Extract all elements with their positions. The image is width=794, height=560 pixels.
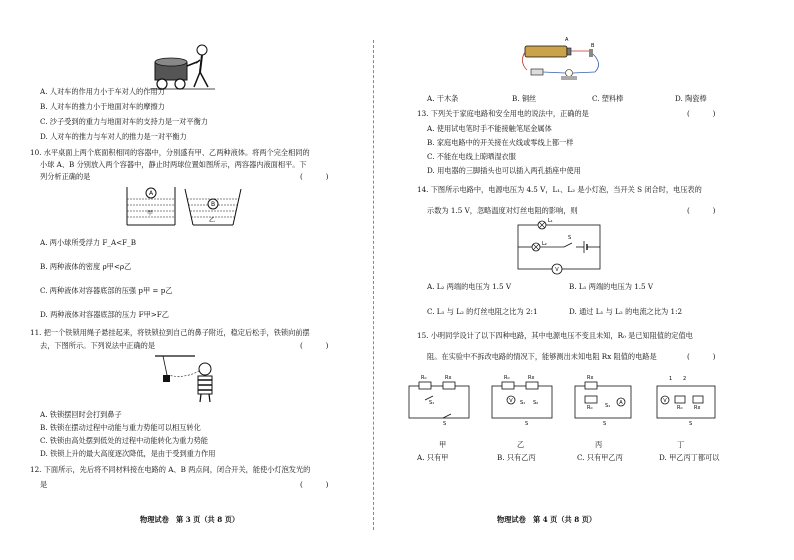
- q15-circuit-ding: [657, 376, 715, 427]
- q15-stem-line2: 阻。在实验中不拆改电路的情况下，能够测出未知电阻 Rx 阻值的电路是: [427, 352, 657, 361]
- q15-yi-rx: Rx: [528, 375, 535, 381]
- q9-option-d: D. 人对车的推力与车对人的推力是一对平衡力: [40, 132, 187, 141]
- q15-circuit-jia: [409, 375, 469, 427]
- q11-option-a: A. 铁锁摆回时会打到鼻子: [40, 410, 122, 419]
- q14-option-d: D. 通过 L₁ 与 L₂ 的电流之比为 1:2: [569, 307, 683, 316]
- q11-answer-blank: ( ): [300, 341, 329, 350]
- q15-circuits-figure: [407, 372, 737, 427]
- q15-jia-s1: S₁: [429, 400, 435, 406]
- q15-answer-blank: ( ): [687, 352, 716, 361]
- q15-bing-s1: S₁: [605, 403, 611, 409]
- q9-option-b: B. 人对车的推力小于地面对车的摩擦力: [40, 102, 165, 111]
- q9-option-a: A. 人对车的作用力小于车对人的作用力: [40, 87, 165, 96]
- q12-option-b: B. 铜丝: [512, 94, 537, 103]
- q11-option-b: B. 铁锁在摆动过程中动能与重力势能可以相互转化: [40, 423, 201, 432]
- right-page: [397, 0, 787, 560]
- q12-option-c: C. 塑料棒: [592, 94, 624, 103]
- q11-stem-line2: 去，下图所示。下列说法中正确的是: [40, 341, 156, 350]
- q10-answer-blank: ( ): [300, 172, 329, 181]
- q9-option-c: C. 沙子受到的重力与地面对车的支持力是一对平衡力: [40, 117, 208, 126]
- q14-stem-line1: 14. 下图所示电路中，电源电压为 4.5 V，L₁、L₂ 是小灯泡，当开关 S 闭合时，电压表的: [417, 185, 702, 194]
- q12-terminal-b: B: [591, 43, 595, 49]
- q14-l2-label: L₂: [542, 241, 547, 247]
- q15-yi-r0: R₀: [504, 375, 510, 381]
- q12-stem-line2: 是: [40, 480, 48, 489]
- q11-option-c: C. 铁锁由高处摆到低处的过程中动能转化为重力势能: [40, 436, 208, 445]
- q14-option-a: A. L₂ 两端的电压为 1.5 V: [427, 282, 512, 291]
- q14-stem-line2: 示数为 1.5 V，忽略温度对灯丝电阻的影响，则: [427, 206, 578, 215]
- q12-answer-blank: ( ): [300, 480, 329, 489]
- q10-containers-figure: [125, 185, 250, 230]
- q10-stem-line1: 10. 水平桌面上两个底面积相同的容器中，分别盛有甲、乙两种液体。将两个完全相同的: [30, 148, 310, 157]
- q14-option-b: B. L₁ 两端的电压为 1.5 V: [569, 282, 654, 291]
- cart-push-illustration: [150, 42, 220, 92]
- q14-answer-blank: ( ): [687, 206, 716, 215]
- q15-label-jia: 甲: [439, 440, 447, 449]
- q12-option-d: D. 陶瓷棒: [675, 94, 707, 103]
- q10-option-b: B. 两种液体的密度 ρ甲<ρ乙: [40, 262, 132, 271]
- q14-option-c: C. L₁ 与 L₂ 的灯丝电阻之比为 2:1: [427, 307, 538, 316]
- q15-bing-ammeter: A: [619, 400, 623, 406]
- q12-stem-line1: 12. 下面所示，先后将不同材料接在电路的 A、B 两点间，闭合开关，能使小灯泡发光的: [30, 465, 311, 474]
- q15-circuit-yi: [492, 375, 552, 427]
- q10-liquid-a-label: 甲: [147, 210, 154, 217]
- q15-yi-voltmeter: V: [509, 398, 513, 404]
- q14-switch-label: S: [568, 235, 572, 241]
- q15-jia-s: S: [443, 421, 447, 427]
- q10-option-d: D. 两种液体对容器底部的压力 F甲>F乙: [40, 310, 169, 319]
- q15-ding-voltmeter: V: [663, 398, 667, 404]
- q10-ball-a-label: A: [148, 190, 154, 197]
- q15-label-yi: 乙: [517, 440, 525, 449]
- q15-jia-rx: Rx: [445, 375, 452, 381]
- q15-ding-1: 1: [669, 376, 673, 382]
- q15-ding-s: S: [689, 421, 693, 427]
- q13-option-b: B. 家庭电路中的开关接在火线或零线上都一样: [427, 138, 574, 147]
- q15-ding-2: 2: [683, 376, 687, 382]
- q14-l1-label: L₁: [548, 218, 553, 224]
- q14-voltmeter-label: V: [555, 267, 559, 273]
- q13-stem: 13. 下列关于家庭电路和安全用电的说法中，正确的是: [417, 109, 589, 118]
- q15-circuit-bing: [575, 375, 631, 427]
- q13-answer-blank: ( ): [687, 109, 716, 118]
- page-divider: [373, 40, 374, 530]
- q15-yi-s2: S₂: [533, 400, 539, 406]
- q15-option-d: D. 甲乙丙丁都可以: [659, 453, 720, 462]
- q11-option-d: D. 铁锁上升的最大高度逐次降低，是由于受到重力作用: [40, 449, 216, 458]
- q15-ding-rx: Rx: [694, 405, 701, 411]
- q15-label-bing: 丙: [595, 440, 603, 449]
- q15-option-a: A. 只有甲: [417, 453, 449, 462]
- q10-ball-b-label: B: [210, 201, 216, 208]
- right-page-footer: 物理试卷 第 4 页（共 8 页）: [497, 515, 597, 524]
- q15-option-c: C. 只有甲乙丙: [577, 453, 623, 462]
- q14-circuit-diagram: [512, 215, 607, 275]
- q10-option-c: C. 两种液体对容器底部的压强 p甲 = p乙: [40, 286, 173, 295]
- q10-option-a: A. 两小球所受浮力 F_A<F_B: [40, 238, 137, 247]
- q15-option-b: B. 只有乙丙: [497, 453, 536, 462]
- q13-option-c: C. 不能在电线上晾晒湿衣服: [427, 152, 516, 161]
- q12-circuit-figure: [517, 37, 607, 87]
- q15-bing-rx: Rx: [587, 375, 594, 381]
- q10-stem-line3: 列分析正确的是: [40, 172, 91, 181]
- q15-label-ding: 丁: [677, 440, 685, 449]
- q15-ding-r0: R₀: [677, 405, 683, 411]
- left-page: [0, 0, 390, 560]
- q15-bing-r0: R₀: [587, 405, 593, 411]
- q12-option-a: A. 干木条: [427, 94, 459, 103]
- q15-jia-r0: R₀: [421, 375, 427, 381]
- q10-stem-line2: 小球 A、B 分别放入两个容器中，静止时两球位置如图所示，两容器内液面相平。下: [40, 160, 307, 169]
- q15-yi-s: S: [525, 421, 529, 427]
- q15-stem-line1: 15. 小明同学设计了以下四种电路，其中电源电压不变且未知，R₀ 是已知阻值的定值电: [417, 331, 693, 340]
- q13-option-d: D. 用电器的三脚插头也可以插入两孔插座中使用: [427, 166, 581, 175]
- q10-liquid-b-label: 乙: [209, 217, 216, 224]
- q12-terminal-a: A: [565, 37, 569, 43]
- q13-option-a: A. 使用试电笔时手不能接触笔尾金属体: [427, 124, 552, 133]
- q15-bing-s: S: [603, 421, 607, 427]
- q11-stem-line1: 11. 把一个铁锁用绳子悬挂起来，将铁锁拉到自己的鼻子附近，稳定后松手，铁锁向前摆: [30, 328, 310, 337]
- q15-yi-s1: S₁: [520, 400, 526, 406]
- q11-pendulum-illustration: [155, 353, 220, 403]
- left-page-footer: 物理试卷 第 3 页（共 8 页）: [140, 515, 240, 524]
